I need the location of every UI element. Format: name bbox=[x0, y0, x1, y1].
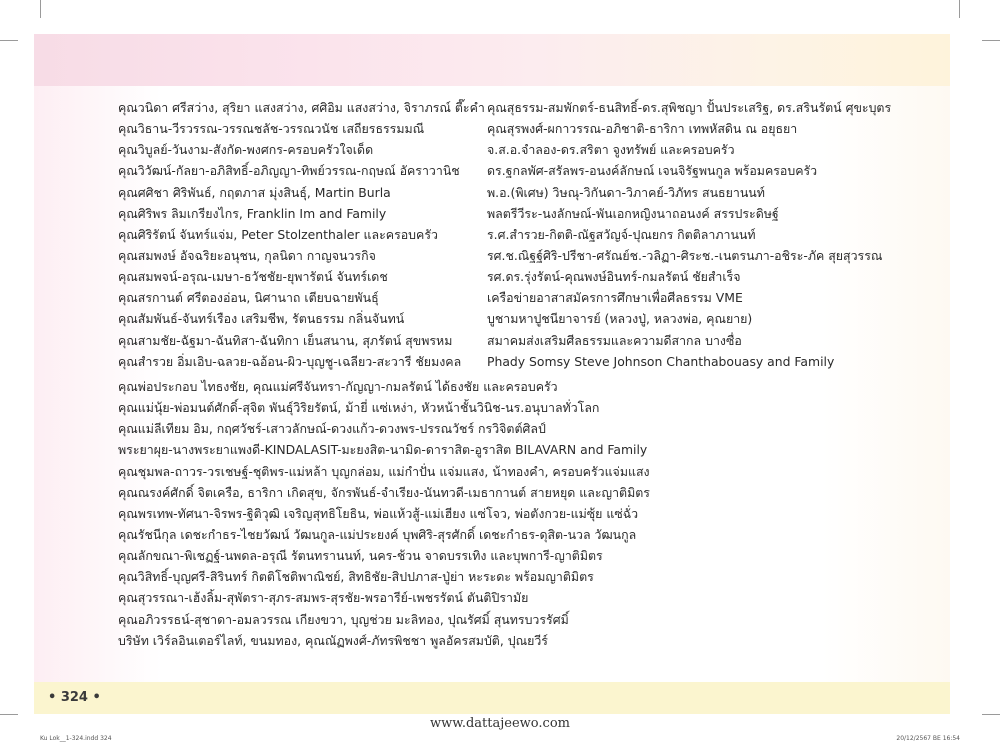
list-item: ร.ศ.สำรวย-กิตติ-ณัฐสวัญจ์-ปุณยกร กิตติลาภานนท์ bbox=[487, 226, 756, 242]
list-item: คุณศศิชา ศิริพันธ์, กฤตภาส มุ่งสินธุ์, Martin Burla bbox=[118, 184, 391, 200]
footer-band bbox=[34, 682, 950, 714]
list-item: คุณพรเทพ-ทัศนา-จิรพร-ฐิติวุฒิ เจริญสุทธิโยธิน, พ่อแห้วสู้-แม่เฮียง แซ่โจว, พ่อตังกวย-แม่ซุ้ย แซ่ฉั่ว bbox=[118, 505, 639, 521]
crop-mark bbox=[982, 40, 1000, 41]
list-item: รศ.ดร.รุ่งรัตน์-คุณพงษ์อินทร์-กมลรัตน์ ชัยสำเร็จ bbox=[487, 269, 741, 285]
crop-mark bbox=[40, 0, 41, 18]
list-item: คุณสัมพันธ์-จันทร์เรือง เสริมชีพ, รัตนธรรม กลิ่นจันทน์ bbox=[118, 311, 405, 327]
list-item: คุณศิริพร ลิมเกรียงไกร, Franklin Im and Family bbox=[118, 205, 387, 221]
list-item: จ.ส.อ.จำลอง-ดร.สริตา จูงทรัพย์ และครอบครัว bbox=[487, 142, 735, 158]
list-item: คุณอภิวรรธน์-สุชาดา-อมลวรรณ เกียงขวา, บุญช่วย มะลิทอง, ปุณรัศมิ์ สุนทรบวรรัศมิ์ bbox=[118, 611, 569, 627]
list-item: เครือข่ายอาสาสมัครการศึกษาเพื่อศีลธรรม VME bbox=[487, 290, 743, 306]
list-item: บูชามหาปูชนียาจารย์ (หลวงปู่, หลวงพ่อ, คุณยาย) bbox=[487, 311, 753, 327]
list-item: คุณแม่ลีเทียม อิม, กฤศวัชร์-เสาวลักษณ์-ดวงแก้ว-ดวงพร-ปรรณวัชร์ กรวิจิตต์ศิลป์ bbox=[118, 421, 546, 437]
crop-mark bbox=[959, 0, 960, 18]
crop-mark bbox=[0, 714, 18, 715]
page-number: • 324 • bbox=[48, 690, 101, 705]
list-item: คุณลักขณา-พิเชฏฐ์-นพดล-อรุณี รัตนทรานนท์, นคร-ช้วน จาดบรรเทิง และบุพการี-ญาติมิตร bbox=[118, 548, 603, 564]
list-item: คุณวิวัฒน์-กัลยา-อภิสิทธิ์-อภิญญา-ทิพย์วรรณ-กฤษณ์ อัคราวานิช bbox=[118, 163, 460, 179]
list-item: พ.อ.(พิเศษ) วิษณุ-วิกันดา-วิภาคย์-วิภัทร สนธยานนท์ bbox=[487, 184, 765, 200]
list-item: คุณแม่นุ้ย-พ่อมนต์ศักดิ์-สุจิต พันธุ์วิริยรัตน์, ม้ายี่ แซ่เหง่า, หัวหน้าชั้นวินิช-นร.อนุบาลทั่วโลก bbox=[118, 400, 600, 416]
list-item: พลตรีวีระ-นงลักษณ์-พันเอกหญิงนาถอนงค์ สรรประดิษฐ์ bbox=[487, 205, 779, 221]
left-name-column bbox=[118, 97, 485, 372]
list-item: คุณชุมพล-ถาวร-วรเชษฐ์-ชุติพร-แม่หล้า บุญกล่อม, แม่กำปั่น แจ่มแสง, น้าทองคำ, ครอบครัวแจ่มแสง bbox=[118, 463, 650, 479]
list-item: คุณณรงค์ศักดิ์ จิตเครือ, ธาริกา เกิดสุข, จักรพันธ์-จำเรียง-นันทวดี-เมธากานต์ สายหยุด และญาติมิตร bbox=[118, 484, 650, 500]
list-item: คุณวิบูลย์-วันงาม-สังกัด-พงศกร-ครอบครัวใจเด็ด bbox=[118, 142, 374, 158]
print-slug-date: 20/12/2567 BE 16:54 bbox=[896, 735, 960, 742]
right-name-column bbox=[487, 97, 891, 372]
list-item: คุณสามชัย-ฉัฐมา-ฉันทิสา-ฉันทิกา เย็นสนาน, สุภรัตน์ สุขพรหม bbox=[118, 332, 453, 348]
list-item: คุณพ่อประกอบ ไทธงชัย, คุณแม่ศรีจันทรา-กัญญา-กมลรัตน์ ได้ธงชัย และครอบครัว bbox=[118, 379, 558, 394]
list-item: คุณสุวรรณา-เฮ้งลิ้ม-สุพัตรา-สุภร-สมพร-สุรชัย-พรอารีย์-เพชรรัตน์ ตันติปิรามัย bbox=[118, 590, 529, 606]
list-item: พระยาผุย-นางพระยาแพงดี-KINDALASIT-มะยงสิต-นามิด-ดาราสิต-อูราสิต BILAVARN and Family bbox=[118, 442, 648, 458]
list-item: คุณสรกานต์ ศรีตองอ่อน, นิศานาถ เตียบฉายพันธุ์ bbox=[118, 290, 379, 306]
list-item: บริษัท เวิร์ลอินเตอร์ไลท์, ขนมทอง, คุณณัฏพงศ์-ภัทรพิชชา พูลอัครสมบัติ, ปุณยวีร์ bbox=[118, 632, 548, 648]
list-item: คุณสมพจน์-อรุณ-เมษา-ธวัชชัย-ยุพารัตน์ จันทร์เดช bbox=[118, 269, 388, 285]
list-item: คุณสมพงษ์ อัจฉริยะอนุชน, กุลนิดา กาญจนวรกิจ bbox=[118, 247, 376, 263]
list-item: คุณวิสิทธิ์-บุญศรี-สิรินทร์ กิตติโชติพาณิชย์, สิทธิชัย-สิปปภาส-ปู่ย่า หะระดะ พร้อมญาติมิตร bbox=[118, 569, 594, 585]
list-item: Phady Somsy Steve Johnson Chanthabouasy and Family bbox=[487, 353, 835, 369]
list-item: รศ.ช.ณิฐฐ์ศิริ-ปรีชา-ศรัณย์ช.-วลิฏา-ศิระช.-เนตรนภา-อชิระ-ภัค สุยสุวรรณ bbox=[487, 247, 883, 263]
list-item: คุณสุรพงศ์-ผกาวรรณ-อภิชาติ-ธาริกา เทพหัสดิน ณ อยุธยา bbox=[487, 121, 798, 137]
crop-mark bbox=[0, 40, 18, 41]
header-banner bbox=[34, 34, 950, 86]
print-slug-file: Ku Lok__1-324.indd 324 bbox=[40, 735, 112, 742]
bottom-name-list bbox=[118, 376, 650, 651]
list-item: สมาคมส่งเสริมศีลธรรมและความดีสากล บางซื่อ bbox=[487, 332, 742, 348]
list-item: คุณศิริรัตน์ จันทร์แจ่ม, Peter Stolzenthaler และครอบครัว bbox=[118, 226, 438, 242]
crop-mark bbox=[982, 714, 1000, 715]
list-item: คุณสุธรรม-สมพักตร์-ธนสิทธิ์-ดร.สุพิชญา ปั้นประเสริฐ, ดร.สรินรัตน์ ศุขะบุตร bbox=[487, 100, 892, 115]
list-item: คุณสำรวย อิ่มเอิบ-ฉลวย-ฉอ้อน-ผิว-บุญชู-เฉลียว-สะวารี ชัยมงคล bbox=[118, 353, 462, 369]
list-item: คุณวิธาน-วีรวรรณ-วรรณชลัช-วรรณวนัช เสถียรธรรมมณี bbox=[118, 121, 425, 137]
list-item: คุณรัชนีกุล เดชะกำธร-ไชยวัฒน์ วัฒนกูล-แม่ประยงค์ บุพศิริ-สุรศักดิ์ เดชะกำธร-ดุสิต-นวล วัฒนกูล bbox=[118, 526, 637, 542]
list-item: ดร.ฐกลพัศ-สรัลพร-อนงค์ลักษณ์ เจนจิรัฐพนกูล พร้อมครอบครัว bbox=[487, 163, 818, 179]
list-item: คุณวนิดา ศรีสว่าง, สุริยา แสงสว่าง, ศศิอิม แสงสว่าง, จิราภรณ์ ตี๊ะคำ bbox=[118, 100, 485, 115]
website-url: www.dattajeewo.com bbox=[430, 716, 570, 731]
